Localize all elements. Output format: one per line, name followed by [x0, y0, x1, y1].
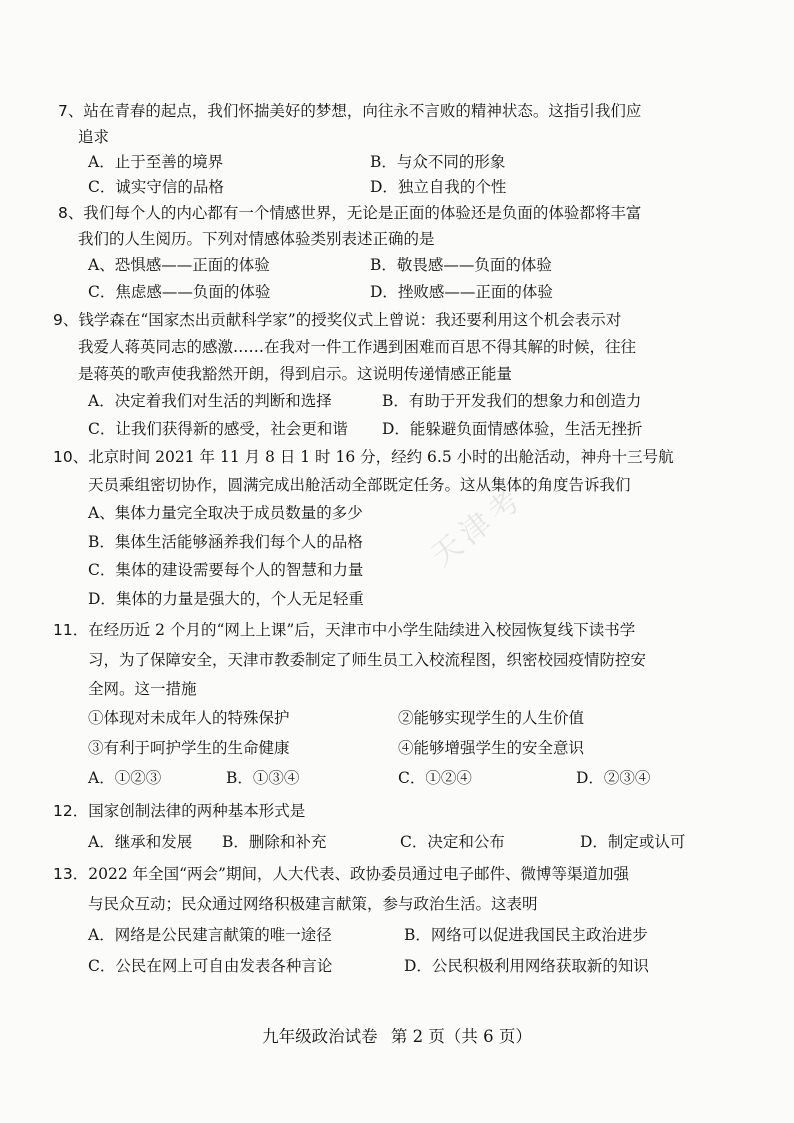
question-12-option-a[interactable]: A．继承和发展	[88, 833, 193, 851]
question-10-option-c[interactable]: C．集体的建设需要每个人的智慧和力量	[88, 561, 364, 579]
question-9-option-a[interactable]: A．决定着我们对生活的判断和选择	[88, 392, 332, 410]
question-11-option-a[interactable]: A．①②③	[88, 769, 162, 787]
question-13-option-d[interactable]: D．公民积极利用网络获取新的知识	[404, 957, 649, 975]
question-11-number: 11．	[53, 621, 89, 639]
question-12-stem-text-1: 国家创制法律的两种基本形式是	[88, 802, 306, 820]
question-11-stem-line-1	[53, 620, 635, 640]
question-11-option-c[interactable]: C．①②④	[398, 769, 472, 787]
question-7-option-a[interactable]: A．止于至善的境界	[88, 153, 224, 171]
question-13-stem-line-1	[53, 864, 629, 884]
question-13-option-b[interactable]: B．网络可以促进我国民主政治进步	[404, 926, 648, 944]
question-10-stem-line-1	[53, 447, 674, 467]
question-7-option-b[interactable]: B．与众不同的形象	[370, 153, 506, 171]
question-13-stem-line-2: 与民众互动；民众通过网络积极建言献策，参与政治生活。这表明	[88, 895, 538, 913]
question-9-number: 9、	[53, 311, 79, 329]
question-11-option-d[interactable]: D．②③④	[576, 769, 651, 787]
question-7-stem-text-1: 站在青春的起点，我们怀揣美好的梦想，向往永不言败的精神状态。这指引我们应	[83, 102, 642, 120]
question-11-stem-text-1: 在经历近 2 个月的“网上上课”后，天津市中小学生陆续进入校园恢复线下读书学	[88, 621, 636, 639]
question-8-option-a[interactable]: A、恐惧感——正面的体验	[88, 256, 270, 274]
question-7-stem-line-1	[58, 101, 641, 121]
question-11-stem-line-2: 习，为了保障安全，天津市教委制定了师生员工入校流程图，织密校园疫情防控安	[88, 651, 647, 669]
question-11-option-b[interactable]: B．①③④	[226, 769, 300, 787]
question-11-stem-line-3: 全网。这一措施	[88, 680, 197, 698]
question-10-option-d[interactable]: D．集体的力量是强大的，个人无足轻重	[88, 590, 364, 608]
watermark: 天津考	[424, 479, 532, 574]
question-12-option-c[interactable]: C．决定和公布	[400, 833, 505, 851]
question-8-stem-line-1	[58, 203, 641, 223]
question-10-stem-line-2: 天员乘组密切协作，圆满完成出舱活动全部既定任务。这从集体的角度告诉我们	[88, 476, 631, 494]
question-8-stem-line-2: 我们的人生阅历。下列对情感体验类别表述正确的是	[78, 230, 435, 248]
question-11-statement-2: ②能够实现学生的人生价值	[398, 709, 585, 727]
question-13-stem-text-1: 2022 年全国“两会”期间，人大代表、政协委员通过电子邮件、微博等渠道加强	[88, 865, 629, 883]
question-7-option-c[interactable]: C．诚实守信的品格	[88, 178, 224, 196]
question-12-option-b[interactable]: B．删除和补充	[222, 833, 327, 851]
question-13-option-a[interactable]: A．网络是公民建言献策的唯一途径	[88, 926, 332, 944]
question-8-option-b[interactable]: B．敬畏感——负面的体验	[370, 256, 552, 274]
question-10-stem-text-1: 北京时间 2021 年 11 月 8 日 1 时 16 分，经约 6.5 小时的出舱活动，神舟十三号航	[88, 448, 674, 466]
question-13-option-c[interactable]: C．公民在网上可自由发表各种言论	[88, 957, 333, 975]
question-7-number: 7、	[58, 102, 84, 120]
question-10-option-b[interactable]: B．集体生活能够涵养我们每个人的品格	[88, 533, 363, 551]
question-10-option-a[interactable]: A、集体力量完全取决于成员数量的多少	[88, 504, 363, 522]
question-8-option-c[interactable]: C．焦虑感——负面的体验	[88, 283, 271, 301]
question-9-stem-text-1: 钱学森在“国家杰出贡献科学家”的授奖仪式上曾说：我还要利用这个机会表示对	[78, 311, 622, 329]
question-7-option-d[interactable]: D．独立自我的个性	[370, 178, 507, 196]
footer-subject: 九年级政治试卷	[262, 1027, 378, 1046]
question-12-number: 12．	[53, 802, 89, 820]
question-8-option-d[interactable]: D．挫败感——正面的体验	[370, 283, 553, 301]
question-8-number: 8、	[58, 204, 84, 222]
question-9-option-b[interactable]: B．有助于开发我们的想象力和创造力	[382, 392, 642, 410]
question-9-option-c[interactable]: C．让我们获得新的感受，社会更和谐	[88, 420, 348, 438]
question-13-number: 13．	[53, 865, 89, 883]
question-9-stem-line-2: 我爱人蒋英同志的感激……在我对一件工作遇到困难而百思不得其解的时候，往往	[78, 338, 637, 356]
question-11-statement-1: ①体现对未成年人的特殊保护	[88, 709, 290, 727]
question-9-option-d[interactable]: D．能躲避负面情感体验，生活无挫折	[382, 420, 643, 438]
question-12-option-d[interactable]: D．制定或认可	[580, 833, 686, 851]
question-11-statement-4: ④能够增强学生的安全意识	[398, 739, 585, 757]
question-7-stem-line-2: 追求	[78, 128, 110, 146]
question-10-number: 10、	[53, 448, 89, 466]
question-12-stem-line-1	[53, 801, 305, 821]
page-footer	[0, 1023, 794, 1047]
question-8-stem-text-1: 我们每个人的内心都有一个情感世界，无论是正面的体验还是负面的体验都将丰富	[83, 204, 642, 222]
question-9-stem-line-3: 是蒋英的歌声使我豁然开朗，得到启示。这说明传递情感正能量	[78, 365, 513, 383]
footer-page-number: 第 2 页（共 6 页）	[390, 1027, 532, 1046]
question-9-stem-line-1	[53, 310, 621, 330]
question-11-statement-3: ③有利于呵护学生的生命健康	[88, 739, 290, 757]
